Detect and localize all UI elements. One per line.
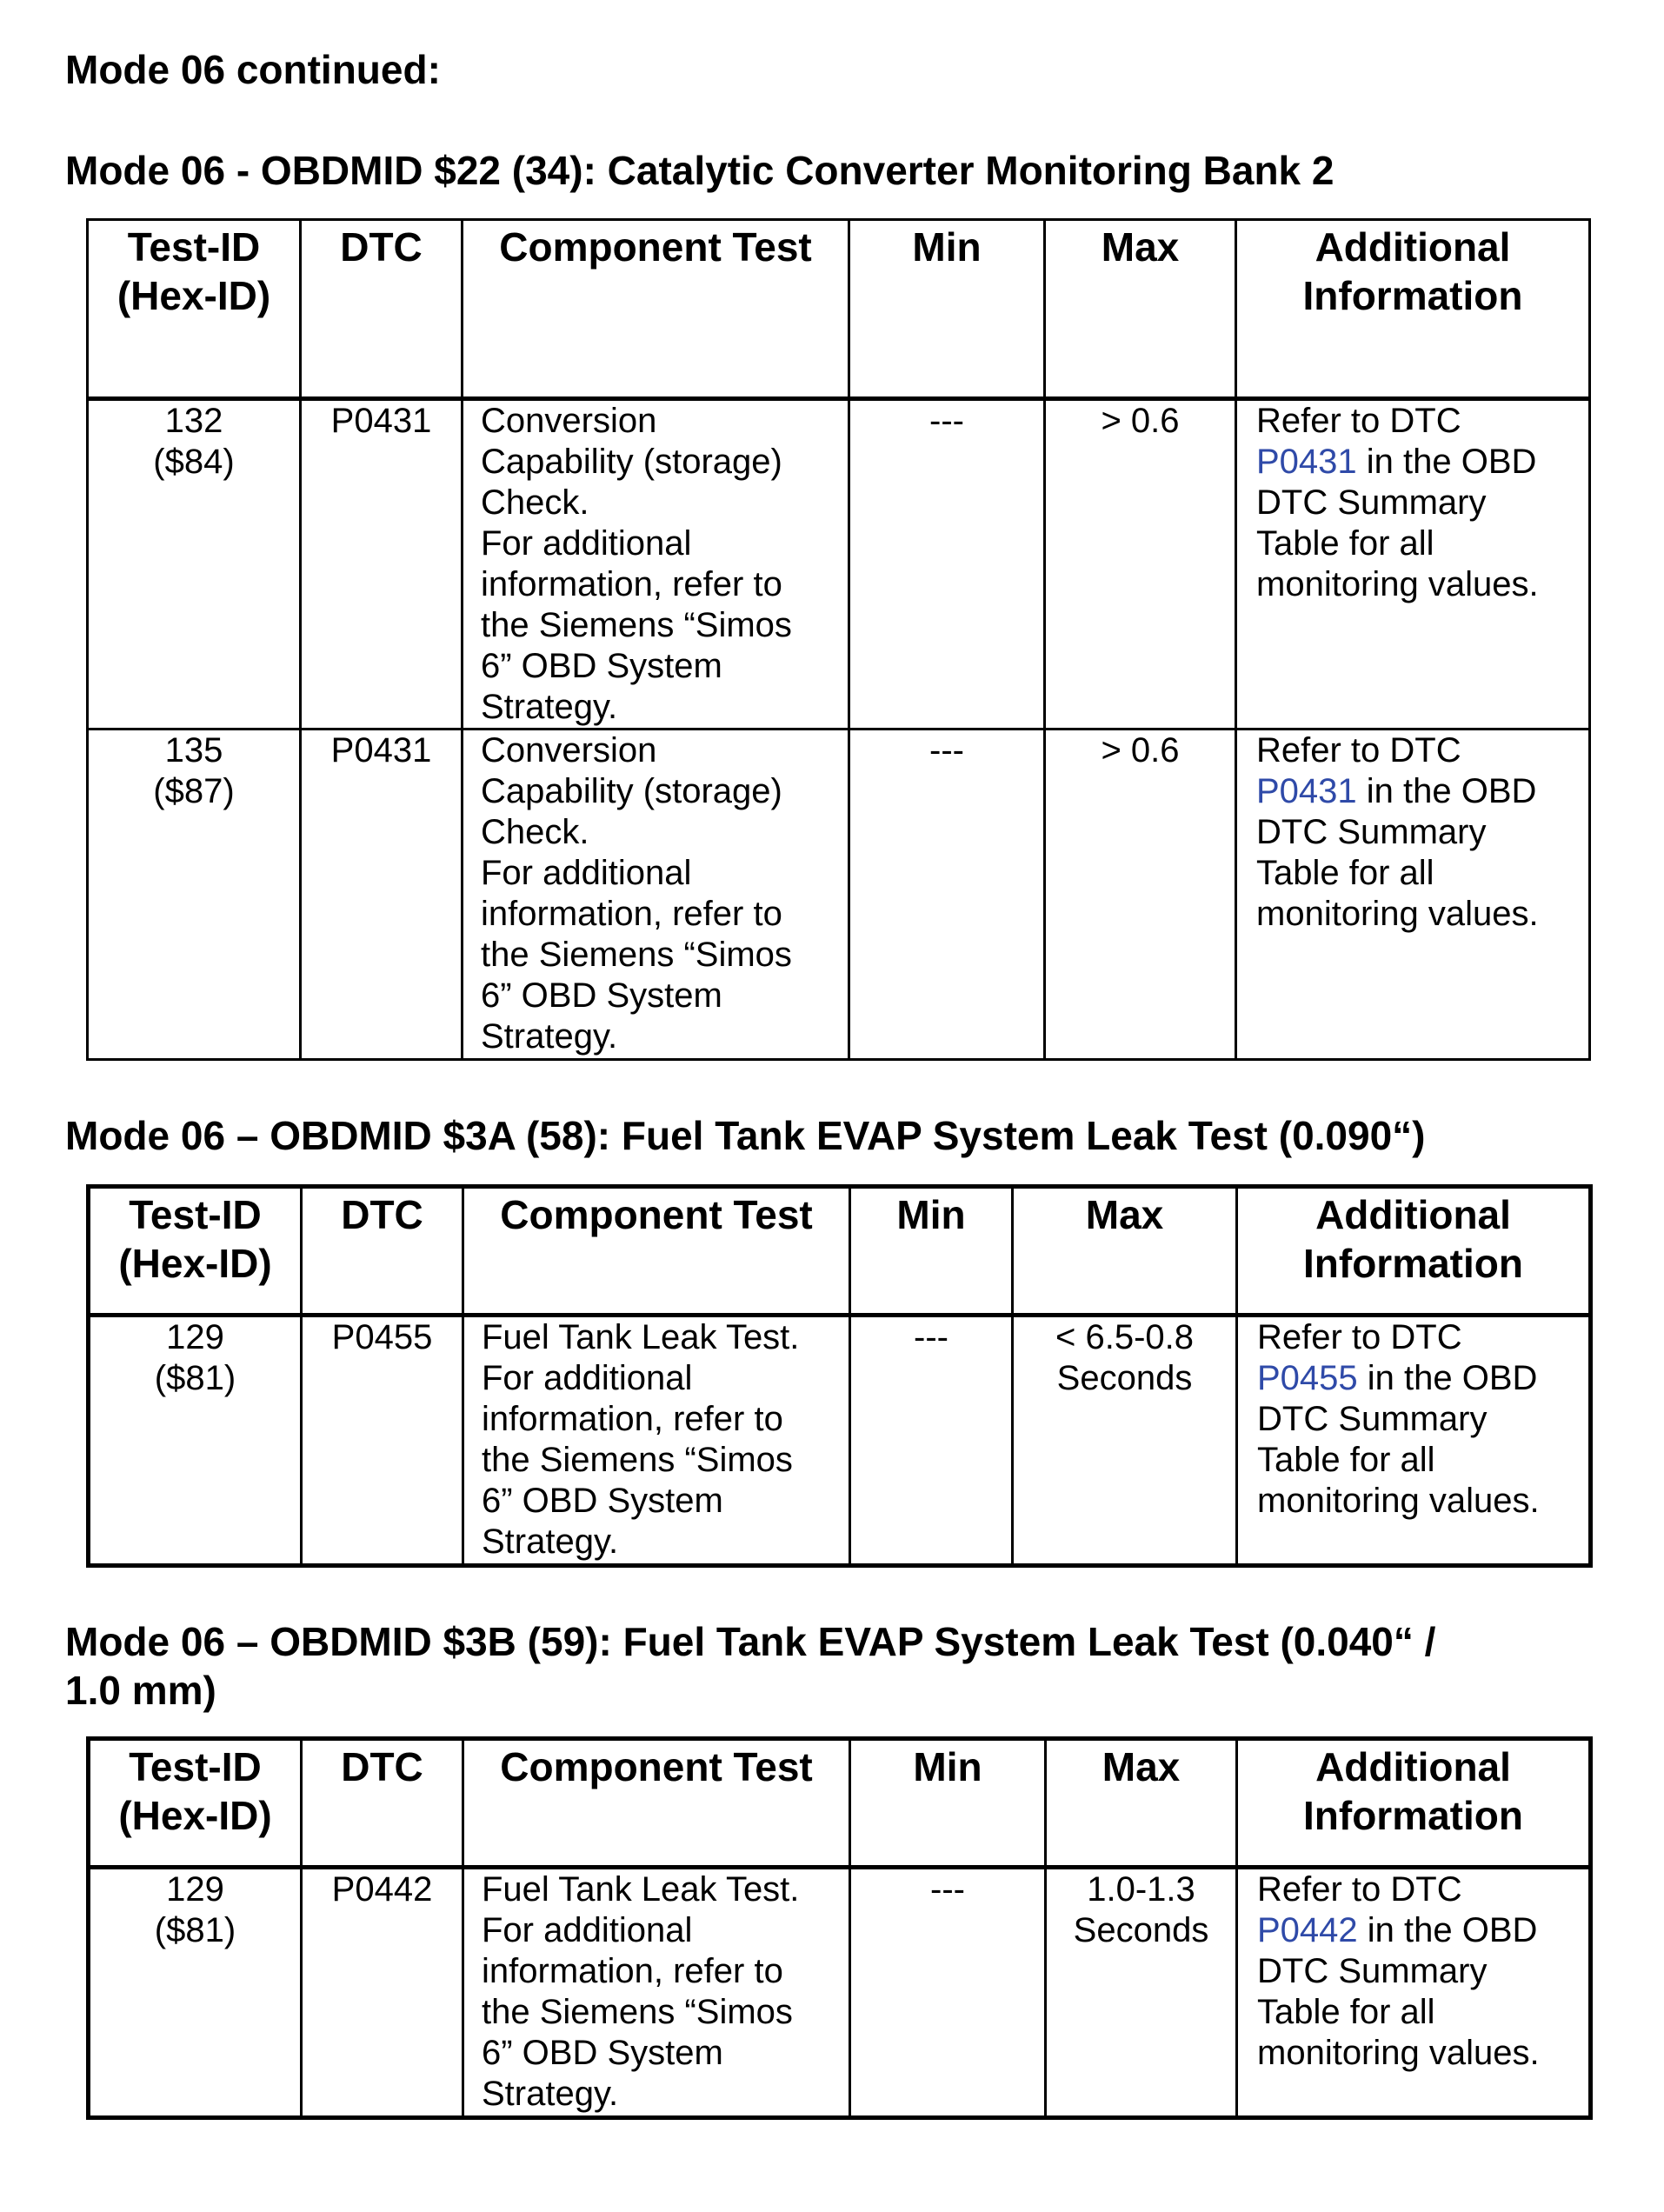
cell-max: > 0.6 bbox=[1045, 730, 1236, 1060]
header-test-id: Test-ID (Hex-ID) bbox=[89, 1739, 302, 1868]
table-obdmid-22 bbox=[86, 218, 1591, 1061]
header-additional-info: Additional Information bbox=[1237, 1187, 1591, 1316]
header-component-test: Component Test bbox=[463, 1187, 850, 1316]
info-text: in the OBD bbox=[1357, 1359, 1538, 1397]
info-line: Refer to DTC bbox=[1256, 402, 1461, 440]
table-row bbox=[89, 1316, 1591, 1566]
cell-additional-info bbox=[1236, 730, 1590, 1060]
header-test-id: Test-ID (Hex-ID) bbox=[88, 220, 301, 399]
info-line: DTC Summary Table for all monitoring values. bbox=[1256, 483, 1539, 603]
cell-dtc: P0431 bbox=[301, 730, 463, 1060]
table-header-row bbox=[89, 1187, 1591, 1316]
info-line: Refer to DTC bbox=[1256, 731, 1461, 770]
cell-component-test: Conversion Capability (storage) Check. For additional information, refer to the Siemens “Simos 6” OBD System Strategy. bbox=[463, 399, 849, 730]
header-dtc: DTC bbox=[301, 220, 463, 399]
page-heading: Mode 06 continued: bbox=[65, 47, 441, 92]
cell-max: 1.0-1.3 Seconds bbox=[1046, 1868, 1237, 2118]
table-obdmid-3a bbox=[86, 1184, 1593, 1568]
info-text: in the OBD bbox=[1356, 772, 1537, 810]
cell-max: < 6.5-0.8 Seconds bbox=[1013, 1316, 1237, 1566]
cell-component-test: Fuel Tank Leak Test. For additional information, refer to the Siemens “Simos 6” OBD System Strategy. bbox=[463, 1868, 850, 2118]
cell-component-test: Fuel Tank Leak Test. For additional information, refer to the Siemens “Simos 6” OBD System Strategy. bbox=[463, 1316, 850, 1566]
info-text: in the OBD bbox=[1357, 1911, 1538, 1949]
cell-test-id: 132 ($84) bbox=[88, 399, 301, 730]
info-line: Refer to DTC bbox=[1257, 1870, 1462, 1909]
cell-max: > 0.6 bbox=[1045, 399, 1236, 730]
cell-test-id: 129 ($81) bbox=[89, 1316, 302, 1566]
dtc-link[interactable]: P0431 bbox=[1256, 772, 1357, 810]
table-header-row bbox=[88, 220, 1590, 399]
header-dtc: DTC bbox=[302, 1739, 463, 1868]
header-additional-info: Additional Information bbox=[1237, 1739, 1591, 1868]
cell-dtc: P0455 bbox=[302, 1316, 463, 1566]
table-row bbox=[88, 399, 1590, 730]
cell-test-id: 135 ($87) bbox=[88, 730, 301, 1060]
info-text: in the OBD bbox=[1356, 443, 1537, 481]
cell-dtc: P0442 bbox=[302, 1868, 463, 2118]
cell-test-id: 129 ($81) bbox=[89, 1868, 302, 2118]
cell-additional-info bbox=[1237, 1316, 1591, 1566]
info-line: Refer to DTC bbox=[1257, 1318, 1462, 1356]
table-row bbox=[88, 730, 1590, 1060]
header-component-test: Component Test bbox=[463, 1739, 850, 1868]
header-test-id: Test-ID (Hex-ID) bbox=[89, 1187, 302, 1316]
info-line: DTC Summary Table for all monitoring values. bbox=[1257, 1400, 1540, 1520]
cell-additional-info bbox=[1236, 399, 1590, 730]
header-dtc: DTC bbox=[302, 1187, 463, 1316]
cell-component-test: Conversion Capability (storage) Check. For additional information, refer to the Siemens “Simos 6” OBD System Strategy. bbox=[463, 730, 849, 1060]
cell-additional-info bbox=[1237, 1868, 1591, 2118]
header-max: Max bbox=[1013, 1187, 1237, 1316]
info-line bbox=[1256, 771, 1585, 812]
header-max: Max bbox=[1045, 220, 1236, 399]
section-title-obdmid-3b: Mode 06 – OBDMID $3B (59): Fuel Tank EVAP System Leak Test (0.040“ / 1.0 mm) bbox=[65, 1619, 1436, 1713]
info-line: DTC Summary Table for all monitoring values. bbox=[1256, 813, 1539, 933]
dtc-link[interactable]: P0431 bbox=[1256, 443, 1357, 481]
info-line bbox=[1256, 442, 1585, 483]
dtc-link[interactable]: P0455 bbox=[1257, 1359, 1358, 1397]
header-max: Max bbox=[1046, 1739, 1237, 1868]
header-additional-info: Additional Information bbox=[1236, 220, 1590, 399]
info-line: DTC Summary Table for all monitoring values. bbox=[1257, 1952, 1540, 2072]
header-min: Min bbox=[850, 1187, 1013, 1316]
cell-min: --- bbox=[849, 399, 1045, 730]
table-obdmid-3b bbox=[86, 1736, 1593, 2120]
info-line bbox=[1257, 1910, 1585, 1951]
cell-dtc: P0431 bbox=[301, 399, 463, 730]
header-min: Min bbox=[850, 1739, 1046, 1868]
section-title-obdmid-22: Mode 06 - OBDMID $22 (34): Catalytic Converter Monitoring Bank 2 bbox=[65, 148, 1335, 193]
header-min: Min bbox=[849, 220, 1045, 399]
cell-min: --- bbox=[850, 1868, 1046, 2118]
table-header-row bbox=[89, 1739, 1591, 1868]
cell-min: --- bbox=[850, 1316, 1013, 1566]
table-row bbox=[89, 1868, 1591, 2118]
section-title-obdmid-3a: Mode 06 – OBDMID $3A (58): Fuel Tank EVAP System Leak Test (0.090“) bbox=[65, 1113, 1426, 1158]
dtc-link[interactable]: P0442 bbox=[1257, 1911, 1358, 1949]
cell-min: --- bbox=[849, 730, 1045, 1060]
header-component-test: Component Test bbox=[463, 220, 849, 399]
info-line bbox=[1257, 1358, 1585, 1399]
